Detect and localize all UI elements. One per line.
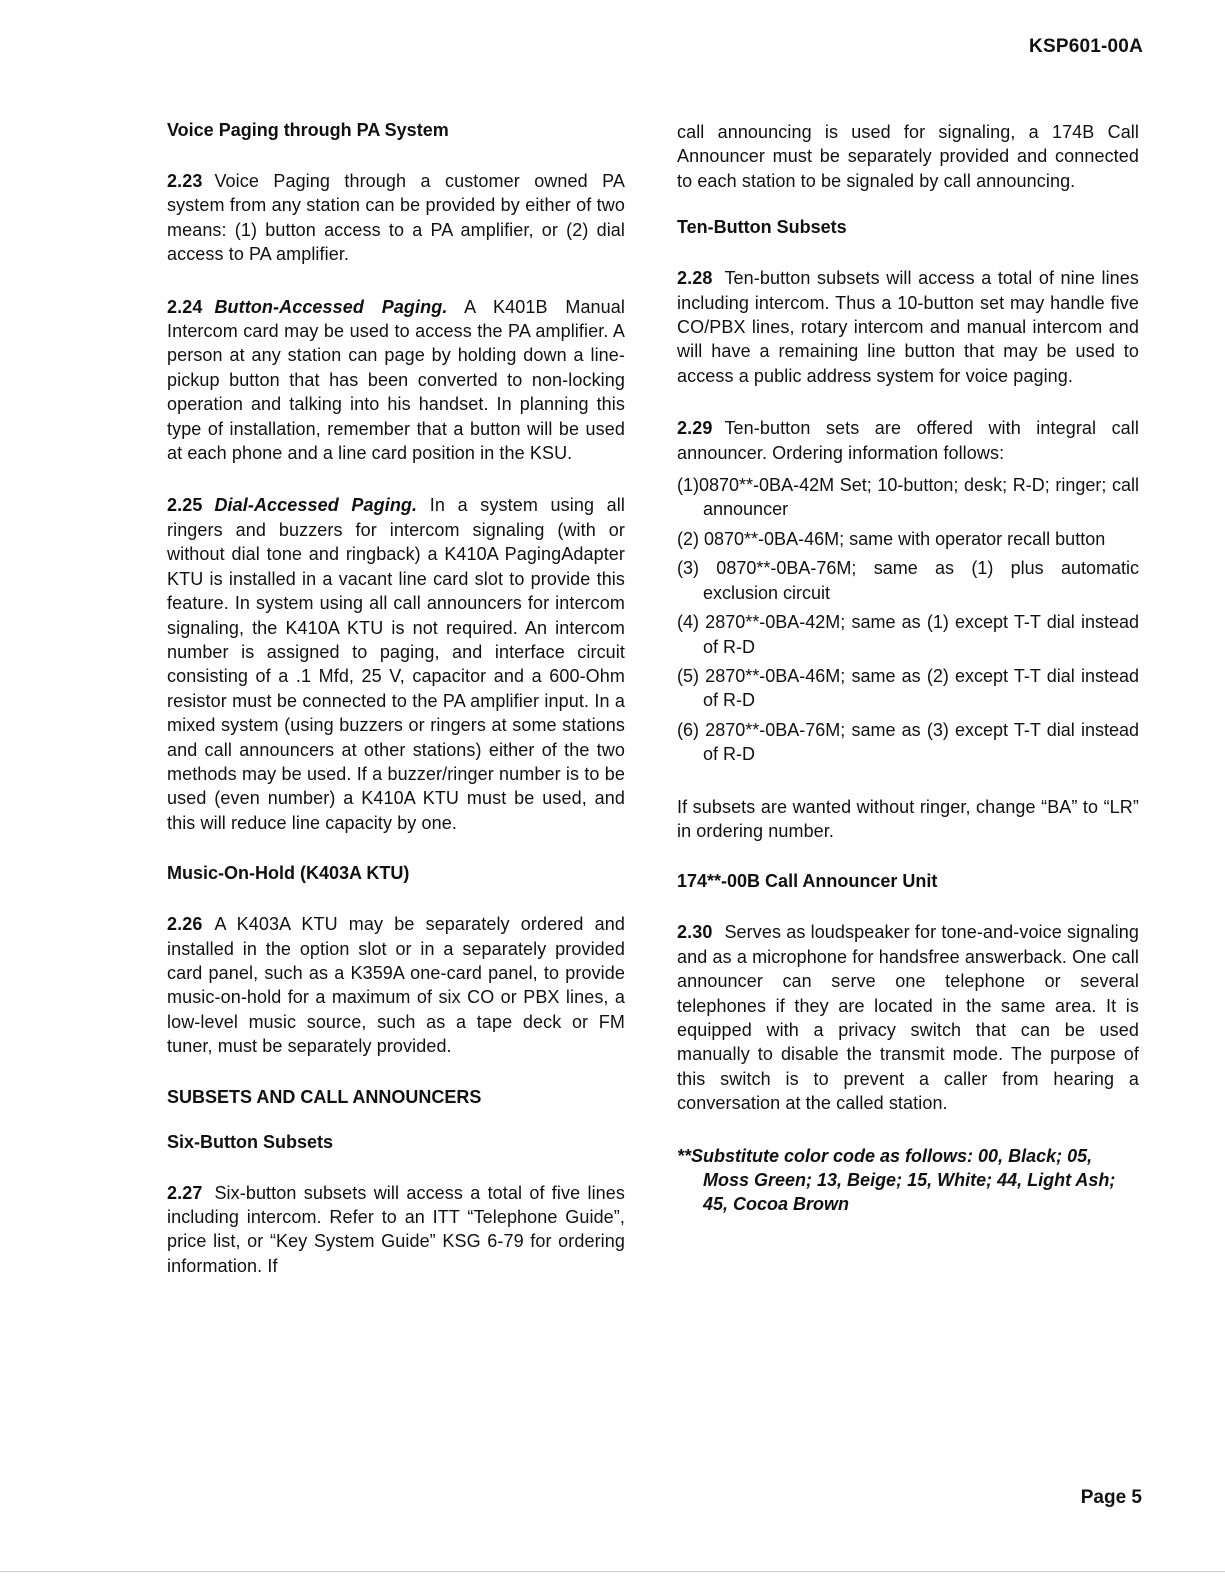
paragraph-2-27: [167, 1181, 625, 1279]
paragraph-ringer-note: If subsets are wanted without ringer, change “BA” to “LR” in ordering number.: [677, 796, 1139, 841]
section-heading-six-button: Six-Button Subsets: [167, 1131, 334, 1152]
paragraph-number: 2.24: [167, 296, 203, 317]
paragraph-text: A K401B Manual Intercom card may be used to access the PA amplifier. A person at any station can page by holding down a line-pickup button that has been converted to non-locking operation and talking into his handset. In planning this type of installation, remember that a button will be used at each phone and a line card position in the KSU.: [167, 296, 625, 464]
paragraph-text: Serves as loudspeaker for tone-and-voice signaling and as a microphone for handsfree answerback. One call announcer can serve one telephone or several telephones if they are located in the same area. It is equipped with a privacy switch that can be used manually to disable the transmit mode. The purpose of this switch is to prevent a caller from hearing a conversation at the called station.: [677, 922, 1139, 1114]
section-heading-call-announcer: 174**-00B Call Announcer Unit: [677, 871, 938, 892]
section-heading-music-on-hold: Music-On-Hold (K403A KTU): [167, 863, 410, 884]
ordering-list-item: (1)0870**-0BA-42M Set; 10-button; desk; R-D; ringer; call announcer: [677, 475, 1139, 520]
paragraph-title: Dial-Accessed Paging.: [214, 495, 418, 516]
bottom-divider: [0, 1571, 1225, 1572]
paragraph-number: 2.30: [677, 922, 713, 943]
left-column: [167, 120, 625, 1278]
ordering-list-item: (6) 2870**-0BA-76M; same as (3) except T-T dial instead of R-D: [677, 719, 1139, 765]
paragraph-2-26: [167, 912, 625, 1058]
color-code-footnote: **Substitute color code as follows: 00, Black; 05, Moss Green; 13, Beige; 15, White; 44, Light Ash; 45, Cocoa Brown: [677, 1145, 1116, 1215]
paragraph-2-24: [167, 295, 625, 466]
paragraph-2-23: [167, 169, 625, 267]
paragraph-number: 2.26: [167, 914, 203, 935]
paragraph-text: Six-button subsets will access a total of five lines including intercom. Refer to an ITT “Telephone Guide”, price list, or “Key System Guide” KSG 6-79 for ordering information. If: [167, 1182, 625, 1276]
right-column: [677, 120, 1139, 1217]
ordering-list-item: (5) 2870**-0BA-46M; same as (2) except T-T dial instead of R-D: [677, 665, 1139, 711]
section-heading-ten-button: Ten-Button Subsets: [677, 217, 847, 238]
ordering-list-item: (3) 0870**-0BA-76M; same as (1) plus automatic exclusion circuit: [677, 558, 1139, 603]
paragraph-title: Button-Accessed Paging.: [214, 296, 448, 317]
paragraph-text: A K403A KTU may be separately ordered and installed in the option slot or in a separately provided card panel, such as a K359A one-card panel, to provide music-on-hold for a maximum of six CO or PBX lines, a low-level music source, such as a tape deck or FM tuner, must be separately provided.: [167, 914, 625, 1057]
paragraph-2-29: [677, 416, 1139, 465]
document-id: KSP601-00A: [1029, 36, 1143, 57]
paragraph-text: In a system using all ringers and buzzers for intercom signaling (with or without dial tone and ringback) a K410A PagingAdapter KTU is installed in a vacant line card slot to provide this feature. In system using all call announcers for intercom signaling, the K410A KTU is not required. An intercom number is assigned to paging, and interface circuit consisting of a .1 Mfd, 25 V, capacitor and a 600-Ohm resistor must be connected to the PA amplifier input. In a mixed system (using buzzers or ringers at some stations and call announcers at other stations) either of the two methods may be used. If a buzzer/ringer number is to be used (even number) a K410A KTU must be used, and this will reduce line capacity by one.: [167, 495, 625, 833]
paragraph-number: 2.23: [167, 171, 203, 191]
paragraph-number: 2.29: [677, 418, 713, 439]
page-number: Page 5: [1080, 1487, 1142, 1508]
paragraph-2-28: [677, 266, 1139, 388]
paragraph-text: Ten-button subsets will access a total of nine lines including intercom. Thus a 10-button set may handle five CO/PBX lines, rotary intercom and manual intercom and will have a remaining line button that may be used to access a public address system for voice paging.: [677, 268, 1139, 386]
ordering-list-item: (4) 2870**-0BA-42M; same as (1) except T-T dial instead of R-D: [677, 612, 1139, 657]
section-heading-subsets: SUBSETS AND CALL ANNOUNCERS: [167, 1086, 482, 1107]
paragraph-number: 2.28: [677, 268, 713, 289]
paragraph-text: Ten-button sets are offered with integral call announcer. Ordering information follows:: [677, 418, 1139, 463]
section-heading-voice-paging: Voice Paging through PA System: [167, 120, 449, 140]
paragraph-continuation: call announcing is used for signaling, a 174B Call Announcer must be separately provided and connected to each station to be signaled by call announcing.: [677, 122, 1139, 191]
paragraph-number: 2.27: [167, 1182, 203, 1203]
ordering-list-item: (2) 0870**-0BA-46M; same with operator recall button: [677, 528, 1106, 549]
paragraph-text: Voice Paging through a customer owned PA system from any station can be provided by either of two means: (1) button access to a PA amplifier, or (2) dial access to PA amplifier.: [167, 171, 625, 265]
paragraph-2-30: [677, 920, 1139, 1115]
paragraph-2-25: [167, 493, 625, 835]
paragraph-number: 2.25: [167, 495, 203, 516]
